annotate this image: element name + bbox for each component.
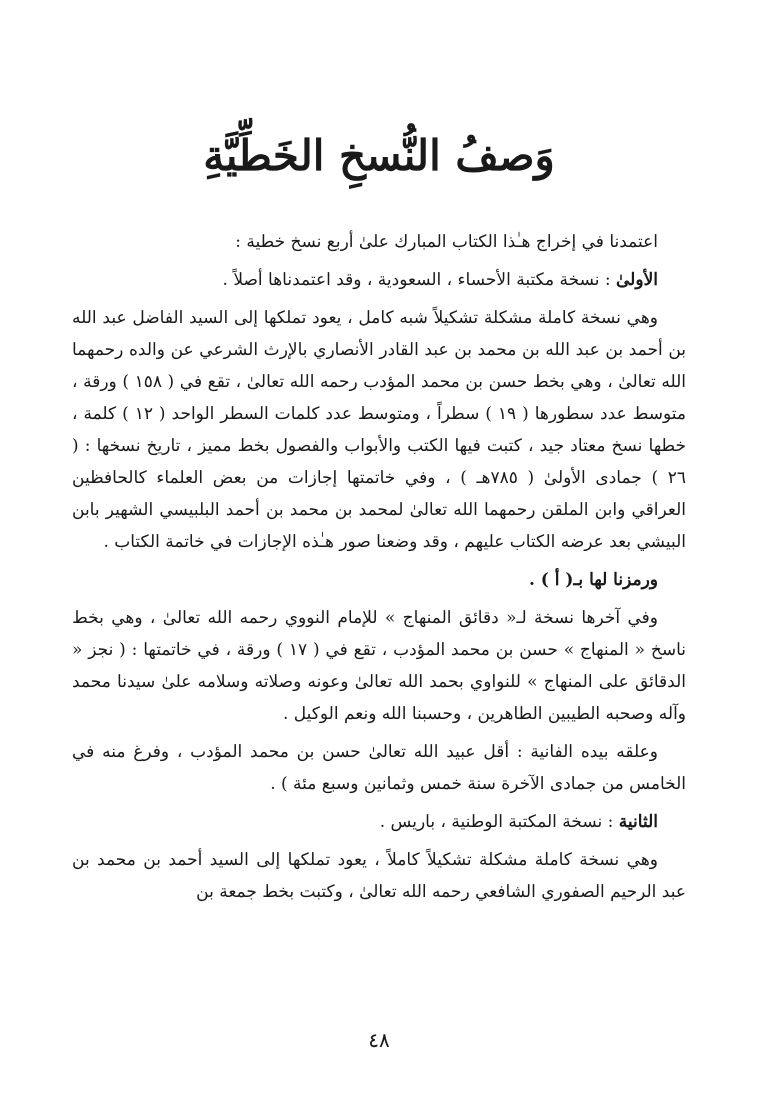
first-copy-text: : نسخة مكتبة الأحساء ، السعودية ، وقد اعتمدناها أصلاً . (222, 270, 617, 290)
second-copy-heading (72, 806, 686, 838)
body-text (72, 226, 686, 914)
page-number: ٤٨ (368, 1028, 390, 1052)
second-copy-description: وهي نسخة كاملة مشكلة تشكيلاً كاملاً ، يعود تملكها إلى السيد أحمد بن محمد بن عبد الرحيم الصفوري الشافعي رحمه الله تعالىٰ ، وكتبت بخط جمعة بن (72, 850, 686, 902)
first-copy-label: الأولىٰ (616, 270, 658, 290)
first-copy-heading (72, 264, 686, 296)
colophon-paragraph: وعلقه بيده الفانية : أقل عبيد الله تعالىٰ حسن بن محمد المؤدب ، وفرغ منه في الخامس من جمادى الآخرة سنة خمس وثمانين وسبع مئة ) . (72, 742, 686, 794)
first-copy-description: وهي نسخة كاملة مشكلة تشكيلاً شبه كامل ، يعود تملكها إلى السيد الفاضل عبد الله بن أحمد بن عبد الله بن محمد بن عبد القادر الأنصاري بالإرث الشرعي عن والده رحمهما الله تعالىٰ ، وهي بخط حسن بن محمد المؤدب رحمه الله تعالىٰ ، تقع في ( ١٥٨ ) ورقة ، متوسط عدد سطورها ( ١٩ ) سطراً ، ومتوسط عدد كلمات السطر الواحد ( ١٢ ) كلمة ، خطها نسخ معتاد جيد ، كتبت فيها الكتب والأبواب والفصول بخط مميز ، تاريخ نسخها : ( ٢٦ ) جمادى الأولىٰ ( ٧٨٥هـ ) ، وفي خاتمتها إجازات من بعض العلماء كالحافظين العراقي وابن الملقن رحمهما الله تعالىٰ لمحمد بن محمد بن أحمد البلبيسي الشهير بابن البيشي بعد عرضه الكتاب عليهم ، وقد وضعنا صور هـٰذه الإجازات في خاتمة الكتاب . (72, 308, 687, 552)
second-copy-text: : نسخة المكتبة الوطنية ، باريس . (379, 812, 619, 832)
first-copy-symbol: ورمزنا لها بـ( أ ) . (528, 570, 658, 590)
intro-paragraph: اعتمدنا في إخراج هـٰذا الكتاب المبارك علىٰ أربع نسخ خطية : (235, 232, 658, 252)
end-of-copy-paragraph: وفي آخرها نسخة لـ« دقائق المنهاج » للإمام النووي رحمه الله تعالىٰ ، وهي بخط ناسخ « المنهاج » حسن بن محمد المؤدب ، تقع في ( ١٧ ) ورقة ، في خاتمتها : ( نجز « الدقائق على المنهاج » للنواوي بحمد الله تعالىٰ وعونه وصلاته وسلامه علىٰ سيدنا محمد وآله وصحبه الطيبين الطاهرين ، وحسبنا الله ونعم الوكيل . (72, 608, 686, 724)
page (72, 0, 686, 1104)
second-copy-label: الثانية (618, 812, 658, 832)
page-title: وَصفُ النُّسخِ الخَطِّيَّةِ (203, 131, 555, 180)
